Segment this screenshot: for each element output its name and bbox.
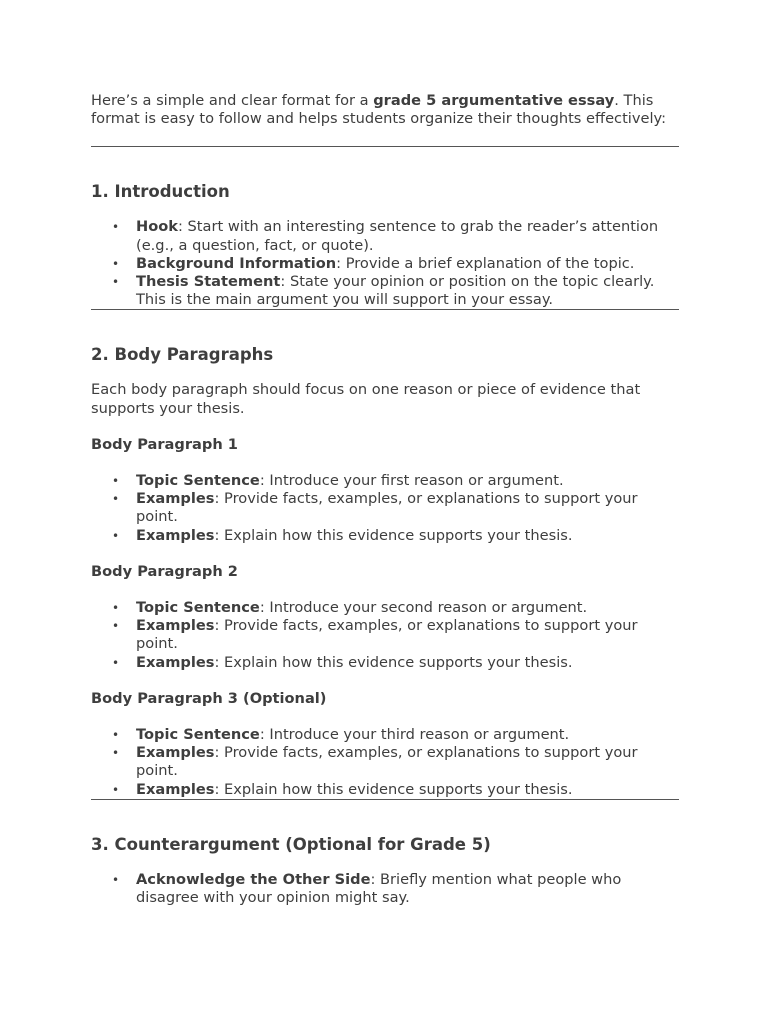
body-paragraph-1-list [91, 472, 679, 545]
list-item [91, 654, 679, 672]
document-content [91, 92, 679, 907]
intro-emphasis: grade 5 argumentative essay [373, 92, 615, 109]
item-text: : State your opinion or position on the topic clearly. This is the main argument you will support in your essay. [136, 273, 655, 309]
item-term: Examples [136, 617, 215, 635]
counterargument-list [91, 871, 679, 907]
introduction-list [91, 218, 679, 309]
section-divider-3 [91, 799, 679, 800]
item-text: : Introduce your third reason or argument. [259, 726, 570, 744]
list-item [91, 490, 679, 526]
section-divider-2 [91, 309, 679, 310]
section-divider-1 [91, 146, 679, 147]
subheading-body-paragraph-3: Body Paragraph 3 (Optional) [91, 689, 327, 707]
item-text: : Provide facts, examples, or explanations to support your point. [136, 490, 638, 526]
item-term: Topic Sentence [136, 726, 260, 744]
intro-text-start: Here’s a simple and clear format for a [91, 92, 374, 109]
item-term: Examples [136, 744, 215, 762]
item-term: Examples [136, 490, 215, 508]
subheading-body-paragraph-1: Body Paragraph 1 [91, 435, 238, 453]
list-item [91, 599, 679, 617]
item-term: Hook [136, 218, 178, 236]
item-term: Acknowledge the Other Side [136, 870, 371, 888]
item-text: : Introduce your first reason or argument. [259, 472, 564, 490]
item-term: Topic Sentence [136, 472, 260, 490]
section-heading-counterargument: 3. Counterargument (Optional for Grade 5) [91, 834, 491, 854]
item-text: : Provide a brief explanation of the topic. [336, 254, 635, 272]
item-term: Topic Sentence [136, 599, 260, 617]
item-term: Examples [136, 653, 215, 671]
body-description: Each body paragraph should focus on one reason or piece of evidence that supports your thesis. [91, 381, 641, 417]
item-text: : Explain how this evidence supports your thesis. [214, 780, 573, 798]
body-paragraph-3-list [91, 726, 679, 799]
item-text: : Provide facts, examples, or explanations to support your point. [136, 617, 638, 653]
list-item [91, 255, 679, 273]
list-item [91, 781, 679, 799]
item-text: : Start with an interesting sentence to grab the reader’s attention (e.g., a question, fact, or quote). [136, 218, 659, 254]
item-text: : Provide facts, examples, or explanations to support your point. [136, 744, 638, 780]
item-term: Background Information [136, 254, 337, 272]
list-item [91, 871, 679, 907]
item-text: : Explain how this evidence supports your thesis. [214, 526, 573, 544]
list-item [91, 726, 679, 744]
item-term: Examples [136, 780, 215, 798]
list-item [91, 744, 679, 780]
list-item [91, 273, 679, 309]
subheading-body-paragraph-2: Body Paragraph 2 [91, 562, 238, 580]
section-heading-introduction: 1. Introduction [91, 182, 230, 202]
list-item [91, 218, 679, 254]
item-term: Examples [136, 526, 215, 544]
section-heading-body: 2. Body Paragraphs [91, 345, 274, 365]
intro-text-end: . This format is easy to follow and helps students organize their thoughts effectively: [91, 92, 667, 128]
item-term: Thesis Statement [136, 273, 281, 291]
list-item [91, 472, 679, 490]
body-paragraph-2-list [91, 599, 679, 672]
list-item [91, 617, 679, 653]
item-text: : Briefly mention what people who disagree with your opinion might say. [136, 870, 622, 907]
item-text: : Introduce your second reason or argument. [259, 599, 588, 617]
list-item [91, 527, 679, 545]
intro-paragraph [91, 92, 679, 128]
item-text: : Explain how this evidence supports your thesis. [214, 653, 573, 671]
